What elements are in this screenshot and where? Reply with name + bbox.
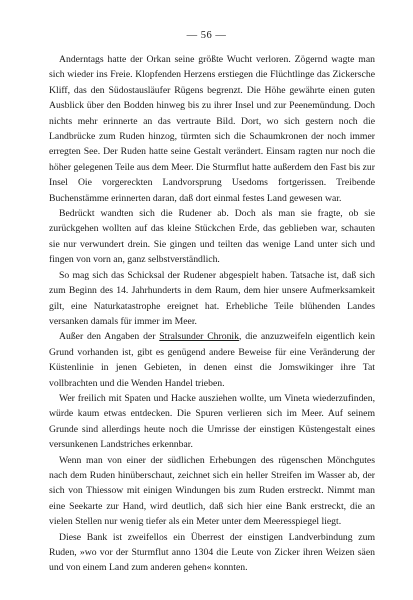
- chronicle-reference: Stralsunder Chronik: [159, 331, 239, 343]
- paragraph-4-rest: , die anzuzweifeln eigentlich kein Grund vorhanden ist, gibt es genügend andere Beweise für eine Veränderung der Küstenlinie in jenen Gebieten, in denen einst die Jomswikinger ihre Tat vollbrachten und die Wenden Handel trieben.: [49, 331, 375, 389]
- paragraph-5: Wer freilich mit Spaten und Hacke ausziehen wollte, um Vineta wiederzufinden, würde kaum etwas entdecken. Die Spuren verlieren sich im Meer. Auf seinem Grunde sind allerdings heute noch die Umrisse der einstigen Küstengestalt eines versunkenen Landstriches erkennbar.: [49, 392, 375, 451]
- paragraph-4: [49, 329, 375, 391]
- paragraph-1: Anderntags hatte der Orkan seine größte Wucht verloren. Zögernd wagte man sich wieder ins Freie. Klopfenden Herzens erstiegen die Flüchtlinge das Zickersche Kliff, das den Südostausläufer Rügens begrenzt. Die Höhe gewährte einen guten Ausblick über den Bodden hinweg bis zu ihrer Insel und zur Peenemündung. Doch nichts mehr erinnerte an das vertraute Bild. Dort, wo sich gestern noch die Landbrücke zum Ruden hinzog, türmten sich die Schaumkronen der noch immer erregten See. Der Ruden hatte seine Gestalt verändert. Einsam ragten nur noch die höher gelegenen Teile aus dem Meer. Die Sturmflut hatte außerdem den Fast bis zur Insel Oie vorgereckten Landvorsprung Usedoms fortgerissen. Treibende Buchenstämme erinnerten daran, daß dort einmal festes Land gewesen war.: [49, 54, 375, 204]
- body-text: [49, 52, 375, 576]
- page-number: — 56 —: [186, 30, 227, 41]
- paragraph-4-lead: Außer den Angaben der: [59, 331, 160, 343]
- paragraph-7: Diese Bank ist zweifellos ein Überrest der einstigen Landverbindung zum Ruden, »wo vor der Sturmflut anno 1304 die Leute von Zicker ihren Weizen säen und von einem Land zum anderen gehen« konnten.: [49, 531, 375, 574]
- paragraph-6: Wenn man von einer der südlichen Erhebungen des rügenschen Mönchgutes nach dem Ruden hinüberschaut, zeichnet sich ein heller Streifen im Wasser ab, der sich von Thiessow mit einigen Windungen bis zum Ruden erstreckt. Nimmt man eine Seekarte zur Hand, wird deutlich, daß sich hier eine Bank erstreckt, die an vielen Stellen nur wenig tiefer als ein Meter unter dem Meeresspiegel liegt.: [49, 454, 375, 528]
- paragraph-2: Bedrückt wandten sich die Rudener ab. Doch als man sie fragte, ob sie zurückgehen wollten auf das kleine Stückchen Erde, das geblieben war, schauten sie nur verwundert drein. Sie gingen und teilten das wenige Land unter sich und fingen von vorn an, ganz selbstverständlich.: [49, 208, 375, 266]
- paragraph-3: So mag sich das Schicksal der Rudener abgespielt haben. Tatsache ist, daß sich zum Beginn des 14. Jahrhunderts in dem Raum, dem hier unsere Aufmerksamkeit gilt, eine Naturkatastrophe ereignet hat. Erhebliche Teile blühenden Landes versanken damals für immer im Meer.: [49, 269, 375, 327]
